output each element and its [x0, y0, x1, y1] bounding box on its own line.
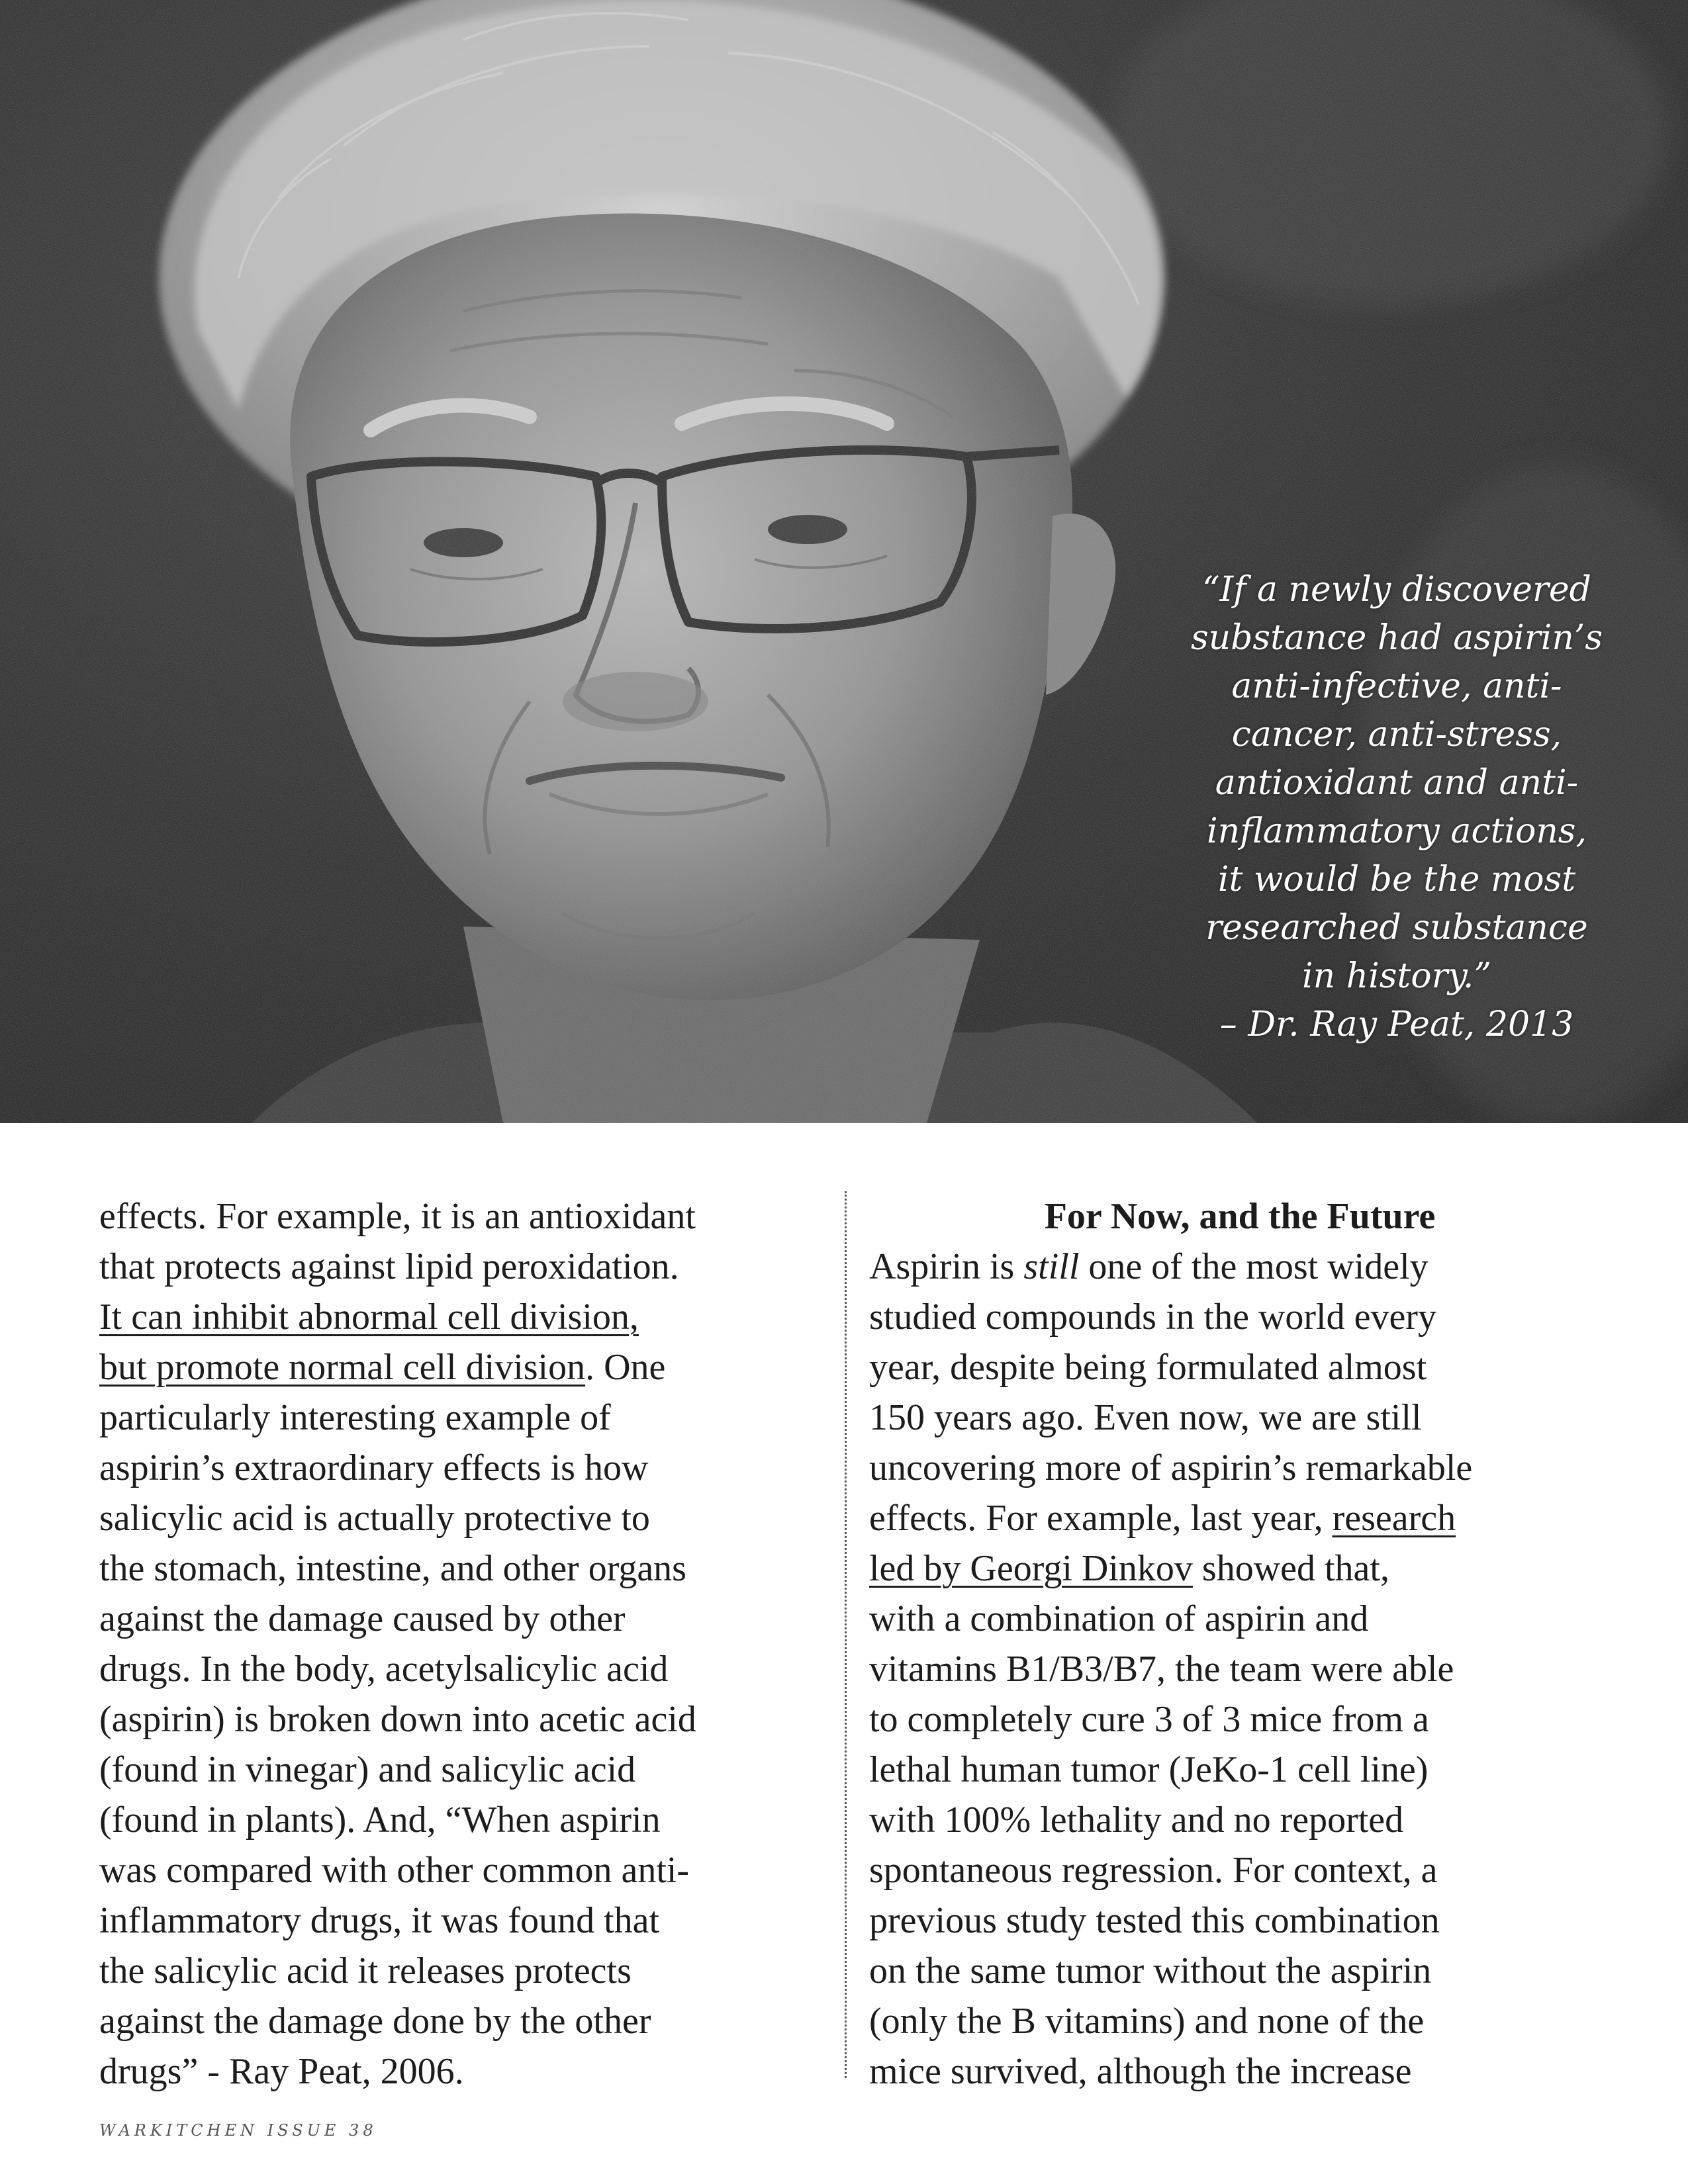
body-line [869, 1493, 1611, 1543]
body-line: to completely cure 3 of 3 mice from a [869, 1699, 1429, 1740]
body-line [869, 1242, 1611, 1292]
quote-line: “If a newly discovered [1202, 570, 1591, 610]
body-line: inflammatory drugs, it was found that [99, 1900, 660, 1941]
body-line: effects. For example, it is an antioxidant [99, 1196, 696, 1237]
quote-line: anti-infective, anti- [1231, 666, 1562, 706]
body-text: . One [585, 1347, 666, 1388]
cell-division-link-part-2[interactable]: but promote normal cell division [99, 1347, 586, 1388]
body-text: showed that, [1192, 1548, 1389, 1589]
body-line: lethal human tumor (JeKo-1 cell line) [869, 1749, 1429, 1790]
body-line [869, 1543, 1611, 1594]
body-line: was compared with other common anti- [99, 1850, 690, 1891]
quote-line: it would be the most [1217, 860, 1576, 899]
body-line: 150 years ago. Even now, we are still [869, 1397, 1422, 1438]
body-text: one of the most widely [1079, 1246, 1429, 1287]
body-line: that protects against lipid peroxidation. [99, 1246, 679, 1287]
body-line: spontaneous regression. For context, a [869, 1850, 1438, 1891]
section-heading: For Now, and the Future [1044, 1196, 1436, 1237]
body-line: on the same tumor without the aspirin [869, 1950, 1432, 1991]
body-line: vitamins B1/B3/B7, the team were able [869, 1649, 1454, 1690]
right-column [869, 1191, 1611, 2097]
cell-division-link-part-1[interactable]: It can inhibit abnormal cell division, [99, 1297, 639, 1338]
column-divider [845, 1191, 847, 2078]
body-line: uncovering more of aspirin’s remarkable [869, 1447, 1473, 1488]
body-line: year, despite being formulated almost [869, 1347, 1427, 1388]
body-line: studied compounds in the world every [869, 1297, 1436, 1338]
body-line: drugs. In the body, acetylsalicylic acid [99, 1649, 669, 1690]
body-line: (aspirin) is broken down into acetic acid [99, 1699, 696, 1740]
emphasis-text: still [1023, 1246, 1080, 1287]
quote-line: researched substance [1205, 908, 1588, 948]
body-text: Aspirin is [869, 1246, 1024, 1287]
quote-line: inflammatory actions, [1206, 811, 1587, 851]
body-line: against the damage done by the other [99, 2001, 651, 2042]
quote-attribution: – Dr. Ray Peat, 2013 [1219, 1005, 1574, 1044]
body-line: previous study tested this combination [869, 1900, 1440, 1941]
body-line: (found in vinegar) and salicylic acid [99, 1749, 636, 1790]
body-line [99, 1292, 834, 1342]
quote-line: substance had aspirin’s [1190, 618, 1603, 658]
body-line: the stomach, intestine, and other organs [99, 1548, 686, 1589]
body-line: (only the B vitamins) and none of the [869, 2001, 1425, 2042]
left-column [99, 1191, 834, 2097]
body-line: salicylic acid is actually protective to [99, 1498, 650, 1539]
body-line: with 100% lethality and no reported [869, 1799, 1404, 1841]
body-line: particularly interesting example of [99, 1397, 611, 1438]
body-line: mice survived, although the increase [869, 2051, 1412, 2092]
quote-line: in history.” [1301, 956, 1492, 996]
quote-line: cancer, anti-stress, [1231, 715, 1562, 754]
body-line [99, 1342, 834, 1392]
quote-line: antioxidant and anti- [1215, 763, 1579, 803]
research-link-part-1[interactable]: research [1332, 1498, 1456, 1539]
body-line: drugs” - Ray Peat, 2006. [99, 2051, 464, 2092]
research-link-part-2[interactable]: led by Georgi Dinkov [869, 1548, 1193, 1589]
body-line: aspirin’s extraordinary effects is how [99, 1447, 649, 1488]
page-footer: WARKITCHEN ISSUE 38 [99, 2121, 377, 2140]
pull-quote [1185, 566, 1609, 1049]
body-text: effects. For example, last year, [869, 1498, 1333, 1539]
body-line: against the damage caused by other [99, 1598, 626, 1639]
body-line: with a combination of aspirin and [869, 1598, 1369, 1639]
body-line: (found in plants). And, “When aspirin [99, 1799, 661, 1841]
body-line: the salicylic acid it releases protects [99, 1950, 632, 1991]
